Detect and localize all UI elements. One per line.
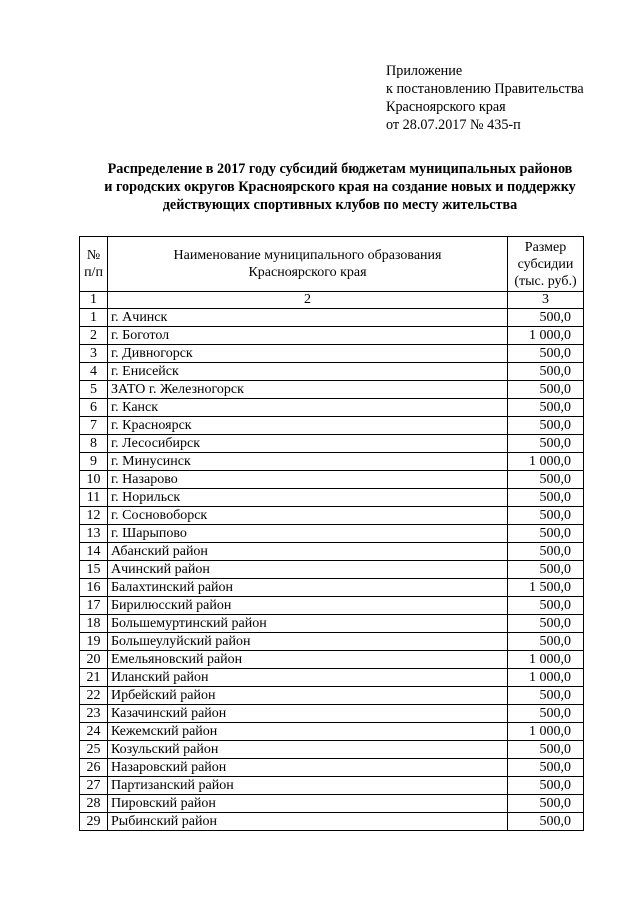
row-number: 26 xyxy=(80,759,108,777)
row-name: г. Красноярск xyxy=(108,417,508,435)
table-row xyxy=(80,687,584,705)
row-name: г. Минусинск xyxy=(108,453,508,471)
row-name: Назаровский район xyxy=(108,759,508,777)
row-name: г. Ачинск xyxy=(108,309,508,327)
table-row xyxy=(80,777,584,795)
row-amount: 500,0 xyxy=(508,777,584,795)
row-name: ЗАТО г. Железногорск xyxy=(108,381,508,399)
row-name: Пировский район xyxy=(108,795,508,813)
row-number: 11 xyxy=(80,489,108,507)
table-row xyxy=(80,615,584,633)
table-row xyxy=(80,453,584,471)
row-amount: 500,0 xyxy=(508,543,584,561)
row-name: Бирилюсский район xyxy=(108,597,508,615)
column-index-cell: 3 xyxy=(508,292,584,309)
row-name: Емельяновский район xyxy=(108,651,508,669)
table-header-row xyxy=(80,237,584,292)
row-number: 20 xyxy=(80,651,108,669)
row-number: 18 xyxy=(80,615,108,633)
table-row xyxy=(80,669,584,687)
row-number: 7 xyxy=(80,417,108,435)
table-row xyxy=(80,705,584,723)
row-name: г. Дивногорск xyxy=(108,345,508,363)
row-amount: 500,0 xyxy=(508,489,584,507)
document-title xyxy=(40,160,640,214)
table-row xyxy=(80,633,584,651)
row-name: Балахтинский район xyxy=(108,579,508,597)
table-row xyxy=(80,597,584,615)
row-amount: 1 000,0 xyxy=(508,453,584,471)
header-amount-line-2: субсидии xyxy=(517,256,574,272)
row-number: 2 xyxy=(80,327,108,345)
table-row xyxy=(80,507,584,525)
row-name: г. Назарово xyxy=(108,471,508,489)
title-line-3: действующих спортивных клубов по месту жительства xyxy=(162,197,518,213)
row-name: г. Шарыпово xyxy=(108,525,508,543)
row-amount: 500,0 xyxy=(508,363,584,381)
row-name: Иланский район xyxy=(108,669,508,687)
row-name: г. Енисейск xyxy=(108,363,508,381)
header-number-line-2: п/п xyxy=(84,265,103,280)
row-amount: 500,0 xyxy=(508,471,584,489)
row-number: 22 xyxy=(80,687,108,705)
row-amount: 500,0 xyxy=(508,399,584,417)
appendix-block xyxy=(386,62,584,134)
row-number: 19 xyxy=(80,633,108,651)
table-row xyxy=(80,417,584,435)
table-row xyxy=(80,435,584,453)
row-number: 25 xyxy=(80,741,108,759)
appendix-line-3: Красноярского края xyxy=(386,99,506,115)
table-row xyxy=(80,741,584,759)
row-number: 8 xyxy=(80,435,108,453)
row-number: 24 xyxy=(80,723,108,741)
row-number: 3 xyxy=(80,345,108,363)
row-amount: 500,0 xyxy=(508,813,584,831)
table-row xyxy=(80,651,584,669)
row-amount: 500,0 xyxy=(508,381,584,399)
row-name: Кежемский район xyxy=(108,723,508,741)
row-number: 29 xyxy=(80,813,108,831)
header-number-line-1: № xyxy=(86,248,101,263)
row-number: 23 xyxy=(80,705,108,723)
row-amount: 500,0 xyxy=(508,687,584,705)
row-amount: 500,0 xyxy=(508,597,584,615)
row-number: 27 xyxy=(80,777,108,795)
header-name-line-2: Красноярского края xyxy=(248,265,367,280)
header-name-line-1: Наименование муниципального образования xyxy=(173,248,442,263)
row-amount: 500,0 xyxy=(508,795,584,813)
row-number: 28 xyxy=(80,795,108,813)
row-number: 9 xyxy=(80,453,108,471)
row-amount: 500,0 xyxy=(508,705,584,723)
row-name: Абанский район xyxy=(108,543,508,561)
row-name: Партизанский район xyxy=(108,777,508,795)
row-amount: 1 000,0 xyxy=(508,327,584,345)
row-number: 13 xyxy=(80,525,108,543)
row-number: 15 xyxy=(80,561,108,579)
header-number xyxy=(80,237,108,292)
row-amount: 500,0 xyxy=(508,417,584,435)
row-amount: 500,0 xyxy=(508,633,584,651)
table-row xyxy=(80,525,584,543)
table-row xyxy=(80,381,584,399)
table-row xyxy=(80,489,584,507)
row-number: 1 xyxy=(80,309,108,327)
header-amount xyxy=(508,237,584,292)
row-amount: 500,0 xyxy=(508,741,584,759)
row-number: 4 xyxy=(80,363,108,381)
header-amount-line-3: (тыс. руб.) xyxy=(514,273,577,289)
row-name: Большемуртинский район xyxy=(108,615,508,633)
row-name: Казачинский район xyxy=(108,705,508,723)
subsidy-table xyxy=(79,236,584,831)
row-name: г. Норильск xyxy=(108,489,508,507)
column-index-row xyxy=(80,292,584,309)
row-number: 17 xyxy=(80,597,108,615)
table-row xyxy=(80,561,584,579)
column-index-cell: 2 xyxy=(108,292,508,309)
table-row xyxy=(80,795,584,813)
row-amount: 500,0 xyxy=(508,345,584,363)
row-amount: 500,0 xyxy=(508,525,584,543)
row-name: г. Сосновоборск xyxy=(108,507,508,525)
row-name: Большеулуйский район xyxy=(108,633,508,651)
row-amount: 500,0 xyxy=(508,507,584,525)
row-name: Ирбейский район xyxy=(108,687,508,705)
table-row xyxy=(80,759,584,777)
table-row xyxy=(80,327,584,345)
table-row xyxy=(80,579,584,597)
table-row xyxy=(80,345,584,363)
row-name: Рыбинский район xyxy=(108,813,508,831)
title-line-1: Распределение в 2017 году субсидий бюджетам муниципальных районов xyxy=(107,161,573,177)
row-number: 10 xyxy=(80,471,108,489)
row-amount: 1 000,0 xyxy=(508,651,584,669)
appendix-line-2: к постановлению Правительства xyxy=(386,81,584,97)
header-amount-line-1: Размер xyxy=(524,239,567,255)
row-number: 6 xyxy=(80,399,108,417)
row-number: 12 xyxy=(80,507,108,525)
appendix-line-4: от 28.07.2017 № 435-п xyxy=(386,117,521,133)
row-name: Ачинский район xyxy=(108,561,508,579)
row-amount: 500,0 xyxy=(508,435,584,453)
table-body xyxy=(80,309,584,831)
row-amount: 500,0 xyxy=(508,615,584,633)
row-amount: 500,0 xyxy=(508,309,584,327)
appendix-line-1: Приложение xyxy=(386,63,463,79)
row-amount: 1 000,0 xyxy=(508,669,584,687)
table-row xyxy=(80,543,584,561)
column-index-cell: 1 xyxy=(80,292,108,309)
row-number: 21 xyxy=(80,669,108,687)
table-row xyxy=(80,309,584,327)
table-row xyxy=(80,399,584,417)
row-number: 5 xyxy=(80,381,108,399)
row-name: г. Лесосибирск xyxy=(108,435,508,453)
row-number: 16 xyxy=(80,579,108,597)
row-amount: 1 500,0 xyxy=(508,579,584,597)
row-amount: 1 000,0 xyxy=(508,723,584,741)
row-name: Козульский район xyxy=(108,741,508,759)
row-name: г. Канск xyxy=(108,399,508,417)
table-row xyxy=(80,471,584,489)
row-amount: 500,0 xyxy=(508,561,584,579)
table-row xyxy=(80,363,584,381)
table-row xyxy=(80,723,584,741)
table-row xyxy=(80,813,584,831)
row-name: г. Боготол xyxy=(108,327,508,345)
row-number: 14 xyxy=(80,543,108,561)
header-name xyxy=(108,237,508,292)
title-line-2: и городских округов Красноярского края на создание новых и поддержку xyxy=(104,179,576,195)
row-amount: 500,0 xyxy=(508,759,584,777)
